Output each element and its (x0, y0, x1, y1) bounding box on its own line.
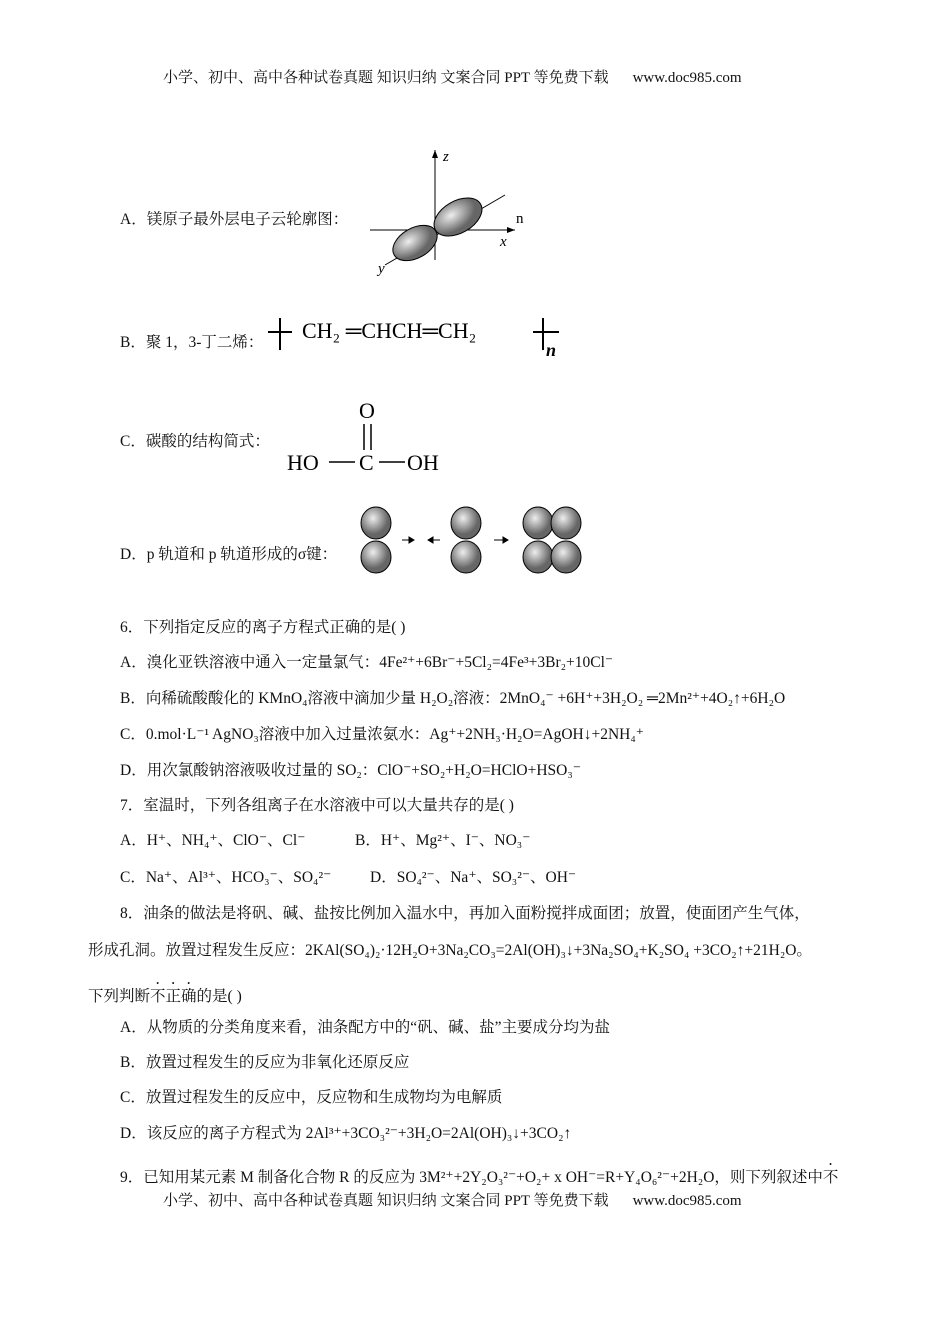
y-axis-label: y (378, 261, 385, 277)
oh-label: OH (407, 450, 439, 475)
ho-label: HO (287, 450, 319, 475)
q7-option-d: D．SO₄²⁻、Na⁺、SO₃²⁻、OH⁻ (370, 869, 577, 886)
q9-emphasis: 不 (822, 1169, 839, 1186)
z-axis-label: z (443, 149, 449, 165)
q8-option-a: A．从物质的分类角度来看，油条配方中的“矾、碱、盐”主要成分均为盐 (120, 1019, 610, 1036)
polymer-repeat-unit: CH₂ ═CHCH═CH₂ (302, 318, 477, 343)
footer-url: www.doc985.com (632, 1193, 742, 1209)
q8-option-b: B．放置过程发生的反应为非氧化还原反应 (120, 1054, 410, 1071)
electron-cloud-diagram (370, 145, 530, 275)
footer-text: 小学、初中、高中各种试卷真题 知识归纳 文案合同 PPT 等免费下载 (163, 1193, 609, 1209)
q7-stem: 7．室温时，下列各组离子在水溶液中可以大量共存的是( ) (120, 797, 514, 814)
sigma-bond-diagram (358, 505, 588, 580)
q8-stem-post: 的是( ) (196, 988, 242, 1005)
q8-option-d: D．该反应的离子方程式为 2Al³⁺+3CO₃²⁻+3H₂O=2Al(OH)₃↓+3CO₂↑ (120, 1125, 572, 1142)
q8-stem-pre: 下列判断 (88, 988, 151, 1005)
header-url: www.doc985.com (632, 70, 742, 86)
q9-stem-text: 9．已知用某元素 M 制备化合物 R 的反应为 3M²⁺+2Y₂O₃²⁻+O₂+ x OH⁻=R+Y₄O₆²⁻+2H₂O，则下列叙述中 (120, 1169, 823, 1186)
q6-option-c: C．0.mol·L⁻¹ AgNO₃溶液中加入过量浓氨水：Ag⁺+2NH₃·H₂O=AgOH↓+2NH₄⁺ (120, 726, 644, 743)
carbon-label: C (359, 450, 374, 475)
header-text: 小学、初中、高中各种试卷真题 知识归纳 文案合同 PPT 等免费下载 (163, 70, 609, 86)
x-axis-label: x (500, 234, 507, 250)
carbonic-acid-structure (285, 398, 455, 478)
page-footer (163, 1191, 742, 1211)
q7-option-c: C．Na⁺、Al³⁺、HCO₃⁻、SO₄²⁻ (120, 869, 332, 886)
oxygen-label: O (359, 398, 375, 423)
q7-option-b: B．H⁺、Mg²⁺、I⁻、NO₃⁻ (355, 832, 531, 849)
q5-option-b: B．聚 1，3-丁二烯： (120, 334, 264, 351)
n-label: n (516, 211, 524, 227)
q9-stem (120, 1160, 838, 1188)
q5-option-d: D．p 轨道和 p 轨道形成的σ键： (120, 546, 338, 563)
page-header (163, 68, 742, 88)
q5-option-a: A．镁原子最外层电子云轮廓图： (120, 211, 349, 228)
q6-option-b: B．向稀硫酸酸化的 KMnO₄溶液中滴加少量 H₂O₂溶液：2MnO₄⁻ +6H⁺+3H₂O₂ ═2Mn²⁺+4O₂↑+6H₂O (120, 690, 786, 707)
q8-stem-line1: 8．油条的做法是将矾、碱、盐按比例加入温水中，再加入面粉搅拌成面团；放置，使面团产生气体， (120, 905, 810, 922)
q5-option-c: C．碳酸的结构简式： (120, 433, 270, 450)
polybutadiene-formula (268, 310, 568, 360)
q8-stem-line3 (88, 979, 242, 1007)
q7-option-a: A．H⁺、NH₄⁺、ClO⁻、Cl⁻ (120, 832, 306, 849)
q8-stem-line2: 形成孔洞。放置过程发生反应：2KAl(SO₄)₂·12H₂O+3Na₂CO₃=2Al(OH)₃↓+3Na₂SO₄+K₂SO₄ +3CO₂↑+21H₂O。 (88, 942, 812, 959)
q8-emphasis: 不正确 (150, 988, 197, 1005)
polymer-n: n (546, 340, 557, 360)
q6-option-a: A．溴化亚铁溶液中通入一定量氯气：4Fe²⁺+6Br⁻+5Cl₂=4Fe³+3Br₂+10Cl⁻ (120, 654, 614, 671)
q8-option-c: C．放置过程发生的反应中，反应物和生成物均为电解质 (120, 1089, 503, 1106)
q6-stem: 6．下列指定反应的离子方程式正确的是( ) (120, 619, 406, 636)
q6-option-d: D．用次氯酸钠溶液吸收过量的 SO₂：ClO⁻+SO₂+H₂O=HClO+HSO₃⁻ (120, 762, 581, 779)
